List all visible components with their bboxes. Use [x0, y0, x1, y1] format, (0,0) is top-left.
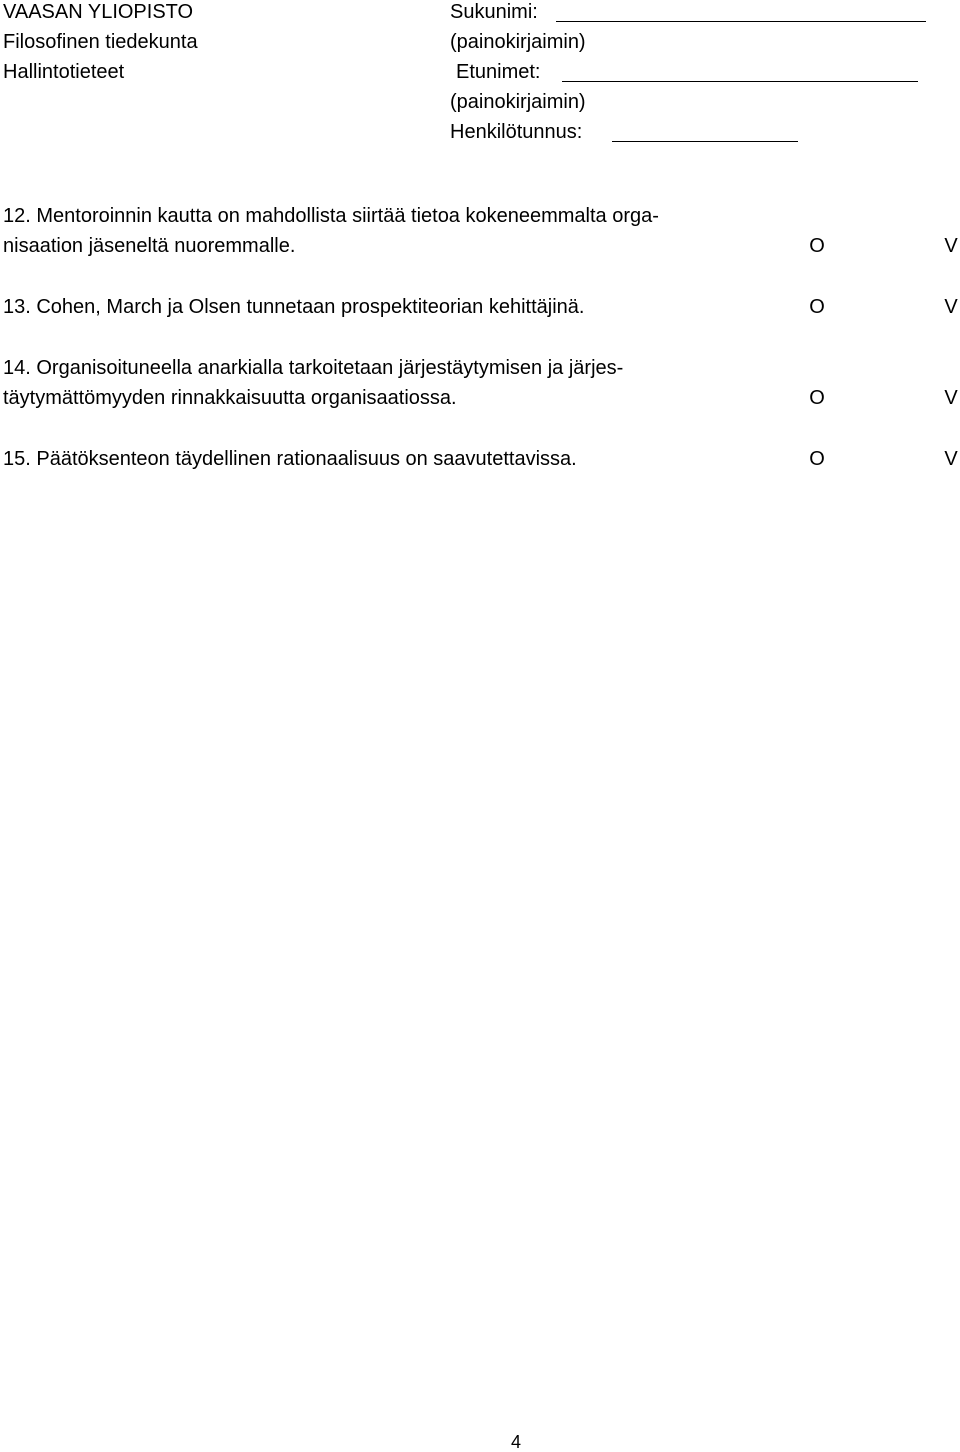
question-text: 12. Mentoroinnin kautta on mahdollista siirtää tietoa kokeneemmalta orga- nisaation jäseneltä nuoremmalle.: [3, 205, 659, 257]
firstnames-field[interactable]: [562, 81, 918, 82]
firstnames-hint: (painokirjaimin): [450, 91, 586, 113]
option-true[interactable]: O: [809, 448, 825, 470]
option-false[interactable]: V: [944, 235, 958, 257]
question-text: 14. Organisoituneella anarkialla tarkoitetaan järjestäytymisen ja järjes- täytymättömyyden rinnakkaisuutta organisaatiossa.: [3, 357, 624, 409]
option-true[interactable]: O: [809, 296, 825, 318]
surname-field[interactable]: [556, 21, 926, 22]
option-true[interactable]: O: [809, 235, 825, 257]
question-text: 13. Cohen, March ja Olsen tunnetaan prospektiteorian kehittäjinä.: [3, 296, 585, 318]
option-true[interactable]: O: [809, 387, 825, 409]
surname-label: Sukunimi:: [450, 1, 538, 23]
subject-name: Hallintotieteet: [3, 61, 125, 83]
surname-hint: (painokirjaimin): [450, 31, 586, 53]
option-false[interactable]: V: [944, 296, 958, 318]
idnumber-label: Henkilötunnus:: [450, 121, 583, 143]
page-number: 4: [510, 1432, 521, 1452]
question-text: 15. Päätöksenteon täydellinen rationaalisuus on saavutettavissa.: [3, 448, 577, 470]
university-name: VAASAN YLIOPISTO: [3, 1, 194, 23]
firstnames-label: Etunimet:: [456, 61, 541, 83]
option-false[interactable]: V: [944, 387, 958, 409]
option-false[interactable]: V: [944, 448, 958, 470]
faculty-name: Filosofinen tiedekunta: [3, 31, 198, 53]
idnumber-field[interactable]: [612, 141, 798, 142]
